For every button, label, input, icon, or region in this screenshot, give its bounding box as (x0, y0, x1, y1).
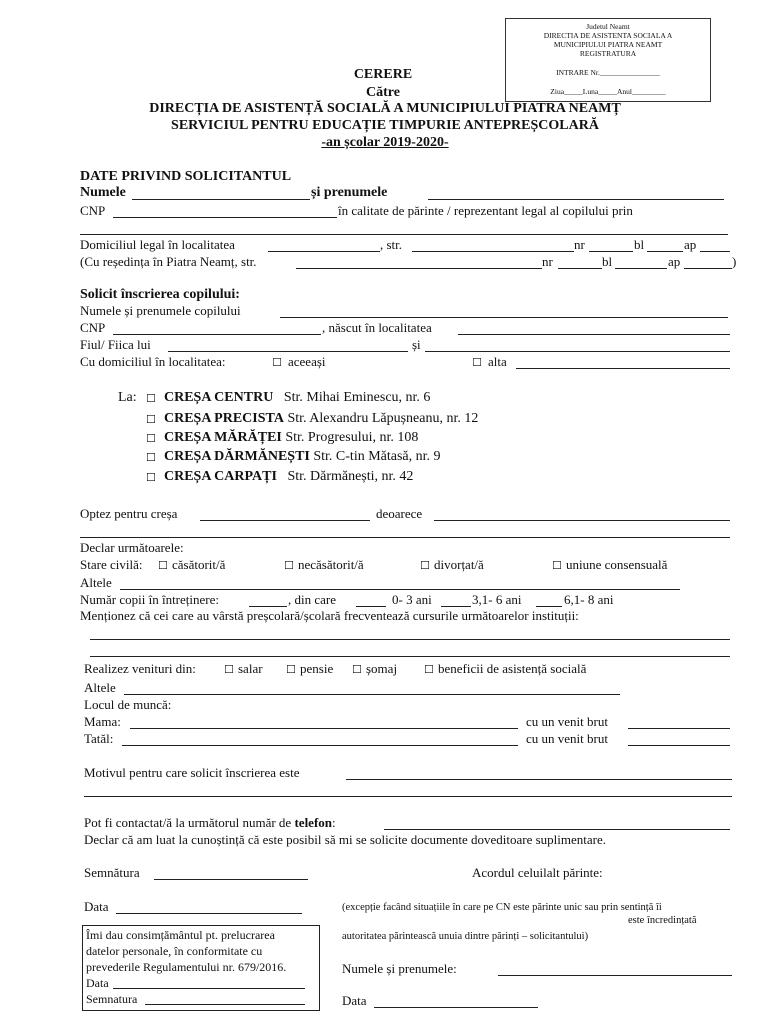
documents-notice: Declar că am luat la cunoștință că este posibil să mi se solicite documente doveditoare suplimentare. (84, 832, 606, 847)
exception-note-line1: (excepție facând situațiile în care pe CN este părinte unic sau prin sentință îi (342, 902, 662, 913)
nursery-address: Str. Dărmănești, nr. 42 (287, 469, 414, 484)
salary-label: salar (238, 661, 263, 676)
unemployment-checkbox[interactable]: ☐ (352, 663, 362, 676)
social-benefits-checkbox[interactable]: ☐ (424, 663, 434, 676)
phone-prefix: Pot fi contactat/ă la următorul număr de (84, 815, 292, 830)
same-domicile-checkbox[interactable]: ☐ (272, 356, 282, 369)
income-others-label: Altele (84, 680, 116, 695)
age-6-8-label: 6,1- 8 ani (564, 592, 614, 607)
surname-label: Numele (80, 185, 126, 200)
age-3-6-field[interactable] (441, 606, 471, 607)
nursery-name: CREȘA CARPAȚI (164, 469, 277, 484)
nursery-name: CREȘA DĂRMĂNEȘTI (164, 449, 310, 464)
consent-date-label: Data (86, 976, 109, 990)
date-field[interactable] (116, 913, 302, 914)
child-father-field[interactable] (168, 351, 408, 352)
capacity-text: în calitate de părinte / reprezentant legal al copilului prin (338, 203, 633, 218)
other-parent-date-field[interactable] (374, 1007, 538, 1008)
pension-label: pensie (300, 661, 334, 676)
domicile-locality-field[interactable] (268, 251, 380, 252)
phone-colon: : (332, 815, 336, 830)
registry-entry-number[interactable]: INTRARE Nr.________________ (556, 68, 660, 77)
registry-directorate-line1: DIRECTIA DE ASISTENTA SOCIALA A (543, 31, 673, 40)
child-name-field[interactable] (280, 317, 728, 318)
civil-status-label: Stare civilă: (80, 557, 143, 572)
other-parent-date-label: Data (342, 993, 367, 1008)
unmarried-label: necăsătorit/ă (298, 557, 364, 572)
nursery-address: Str. Mihai Eminescu, nr. 6 (283, 390, 431, 405)
father-workplace-field[interactable] (122, 745, 518, 746)
exception-note-line3: autoritatea părintească unuia dintre părinți – solicitantului) (342, 931, 589, 942)
mother-workplace-field[interactable] (130, 728, 518, 729)
nursery-checkbox[interactable]: ☐ (146, 471, 156, 484)
workplace-label: Locul de muncă: (84, 697, 172, 712)
other-domicile-field[interactable] (516, 368, 730, 369)
age-6-8-field[interactable] (536, 606, 562, 607)
nursery-name: CREȘA PRECISTA (164, 411, 284, 426)
domicile-ap-field[interactable] (700, 251, 730, 252)
phone-word: telefon (294, 815, 333, 830)
reason-field-continued[interactable] (84, 796, 732, 797)
child-birthplace-field[interactable] (458, 334, 730, 335)
domicile-street-field[interactable] (412, 251, 574, 252)
children-count-field[interactable] (249, 606, 287, 607)
other-parent-name-field[interactable] (498, 975, 732, 976)
school-year: -an școlar 2019-2020- (321, 135, 449, 150)
nursery-item (164, 469, 413, 485)
civil-others-field[interactable] (120, 589, 680, 590)
signature-label: Semnătura (84, 865, 140, 880)
nursery-address: Str. Alexandru Lăpușneanu, nr. 12 (287, 411, 479, 426)
domicile-label: Domiciliul legal în localitatea (80, 237, 235, 252)
divorced-checkbox[interactable]: ☐ (420, 559, 430, 572)
institutions-field-2[interactable] (90, 656, 730, 657)
of-which-label: , din care (288, 592, 337, 607)
nursery-name: CREȘA CENTRU (164, 390, 274, 405)
partnership-checkbox[interactable]: ☐ (552, 559, 562, 572)
registry-directorate-line2: MUNICIPIULUI PIATRA NEAMT (553, 40, 663, 49)
domicile-street-label: , str. (380, 237, 403, 252)
applicant-section-title: DATE PRIVIND SOLICITANTUL (80, 169, 292, 184)
child-birthplace-label: , născut în localitatea (322, 320, 432, 335)
residence-bl-label: bl (602, 254, 613, 269)
other-domicile-label: alta (488, 354, 507, 369)
form-title: CERERE (353, 67, 413, 82)
income-others-field[interactable] (124, 694, 620, 695)
reason-label: Motivul pentru care solicit înscrierea este (84, 765, 300, 780)
married-checkbox[interactable]: ☐ (158, 559, 168, 572)
consent-line2: datelor personale, în conformitate cu (86, 944, 263, 958)
residence-ap-field[interactable] (684, 268, 732, 269)
domicile-nr-label: nr (574, 237, 585, 252)
nursery-checkbox[interactable]: ☐ (146, 392, 156, 405)
data-consent-box (82, 925, 320, 1011)
registry-department: REGISTRATURA (579, 49, 637, 58)
nursery-address: Str. Progresului, nr. 108 (285, 430, 419, 445)
child-section-title: Solicit înscrierea copilului: (80, 287, 240, 302)
institutions-field-1[interactable] (90, 639, 730, 640)
recipient-name: DIRECȚIA DE ASISTENȚĂ SOCIALĂ A MUNICIPIULUI PIATRA NEAMȚ (149, 101, 621, 116)
other-domicile-checkbox[interactable]: ☐ (472, 356, 482, 369)
domicile-nr-field[interactable] (589, 251, 633, 252)
child-cnp-label: CNP (80, 320, 106, 335)
residence-street-field[interactable] (296, 268, 542, 269)
registry-date[interactable]: Ziua_____Luna_____Anul_________ (550, 87, 666, 96)
applicant-cnp-field[interactable] (113, 217, 337, 218)
phone-label (84, 815, 336, 831)
signature-field[interactable] (154, 879, 308, 880)
because-field-continued[interactable] (80, 537, 730, 538)
consent-signature-label: Semnatura (86, 992, 138, 1006)
child-name-label: Numele și prenumele copilului (80, 303, 241, 318)
capacity-field[interactable] (80, 234, 728, 235)
unmarried-checkbox[interactable]: ☐ (284, 559, 294, 572)
child-and-label: și (412, 337, 421, 352)
declare-intro: Declar următoarele: (80, 540, 184, 555)
consent-line1: Îmi dau consimțământul pt. prelucrarea (86, 928, 275, 942)
social-benefits-label: beneficii de asistență socială (438, 661, 587, 676)
mother-income-label: cu un venit brut (526, 714, 608, 729)
partnership-label: uniune consensuală (566, 557, 668, 572)
children-count-label: Număr copii în întreținere: (80, 592, 219, 607)
unemployment-label: șomaj (366, 661, 398, 676)
nursery-checkbox[interactable]: ☐ (146, 451, 156, 464)
applicant-cnp-label: CNP (80, 203, 106, 218)
opt-for-label: Optez pentru creșa (80, 506, 178, 521)
nursery-item (164, 449, 441, 465)
nursery-item (164, 390, 430, 406)
consent-line3: prevederile Regulamentului nr. 679/2016. (86, 960, 287, 974)
reason-field[interactable] (346, 779, 732, 780)
because-field[interactable] (434, 520, 730, 521)
addressee-label: Către (366, 85, 400, 100)
service-name: SERVICIUL PENTRU EDUCAȚIE TIMPURIE ANTEPREȘCOLARĂ (171, 118, 599, 133)
residence-close: ) (732, 254, 737, 269)
age-0-3-label: 0- 3 ani (392, 592, 432, 607)
child-cnp-field[interactable] (113, 334, 321, 335)
other-parent-consent-label: Acordul celuilalt părinte: (472, 865, 603, 880)
residence-bl-field[interactable] (615, 268, 667, 269)
married-label: căsătorit/ă (172, 557, 226, 572)
residence-ap-label: ap (668, 254, 681, 269)
divorced-label: divorțat/ă (434, 557, 484, 572)
father-income-field[interactable] (628, 745, 730, 746)
civil-others-label: Altele (80, 575, 112, 590)
date-label: Data (84, 899, 109, 914)
nursery-checkbox[interactable]: ☐ (146, 432, 156, 445)
because-label: deoarece (376, 506, 423, 521)
child-parent-label: Fiul/ Fiica lui (80, 337, 151, 352)
registry-county: Judetul Neamt (586, 22, 630, 31)
nursery-address: Str. C-tin Mătasă, nr. 9 (313, 449, 441, 464)
child-mother-field[interactable] (425, 351, 730, 352)
other-parent-name-label: Numele și prenumele: (342, 961, 457, 976)
nursery-checkbox[interactable]: ☐ (146, 413, 156, 426)
income-intro: Realizez venituri din: (84, 661, 196, 676)
phone-field[interactable] (384, 829, 730, 830)
surname-field[interactable] (132, 199, 310, 200)
first-name-field[interactable] (428, 199, 724, 200)
nursery-name: CREȘA MĂRĂȚEI (164, 430, 282, 445)
mother-label: Mama: (84, 714, 121, 729)
residence-nr-label: nr (542, 254, 553, 269)
domicile-bl-label: bl (634, 237, 645, 252)
father-income-label: cu un venit brut (526, 731, 608, 746)
consent-date-field[interactable] (113, 988, 305, 989)
child-domicile-label: Cu domiciliul în localitatea: (80, 354, 226, 369)
first-name-label: și prenumele (311, 185, 388, 200)
residence-nr-field[interactable] (558, 268, 602, 269)
age-0-3-field[interactable] (356, 606, 386, 607)
nursery-item (164, 411, 478, 427)
salary-checkbox[interactable]: ☐ (224, 663, 234, 676)
domicile-ap-label: ap (684, 237, 697, 252)
same-domicile-label: aceeași (288, 354, 326, 369)
father-label: Tatăl: (84, 731, 114, 746)
opt-for-field[interactable] (200, 520, 370, 521)
mother-income-field[interactable] (628, 728, 730, 729)
residence-label: (Cu reședința în Piatra Neamț, str. (80, 254, 257, 269)
consent-signature-field[interactable] (145, 1004, 305, 1005)
domicile-bl-field[interactable] (647, 251, 683, 252)
age-3-6-label: 3,1- 6 ani (472, 592, 522, 607)
registry-stamp-box (505, 18, 711, 102)
nursery-at-label: La: (118, 390, 137, 405)
nursery-item (164, 430, 418, 446)
pension-checkbox[interactable]: ☐ (286, 663, 296, 676)
exception-note-line2: este încredințată (628, 915, 697, 926)
institutions-mention: Menționez că cei care au vârstă preșcolară/școlară frecventează cursurile următoarelor instituții: (80, 608, 579, 623)
